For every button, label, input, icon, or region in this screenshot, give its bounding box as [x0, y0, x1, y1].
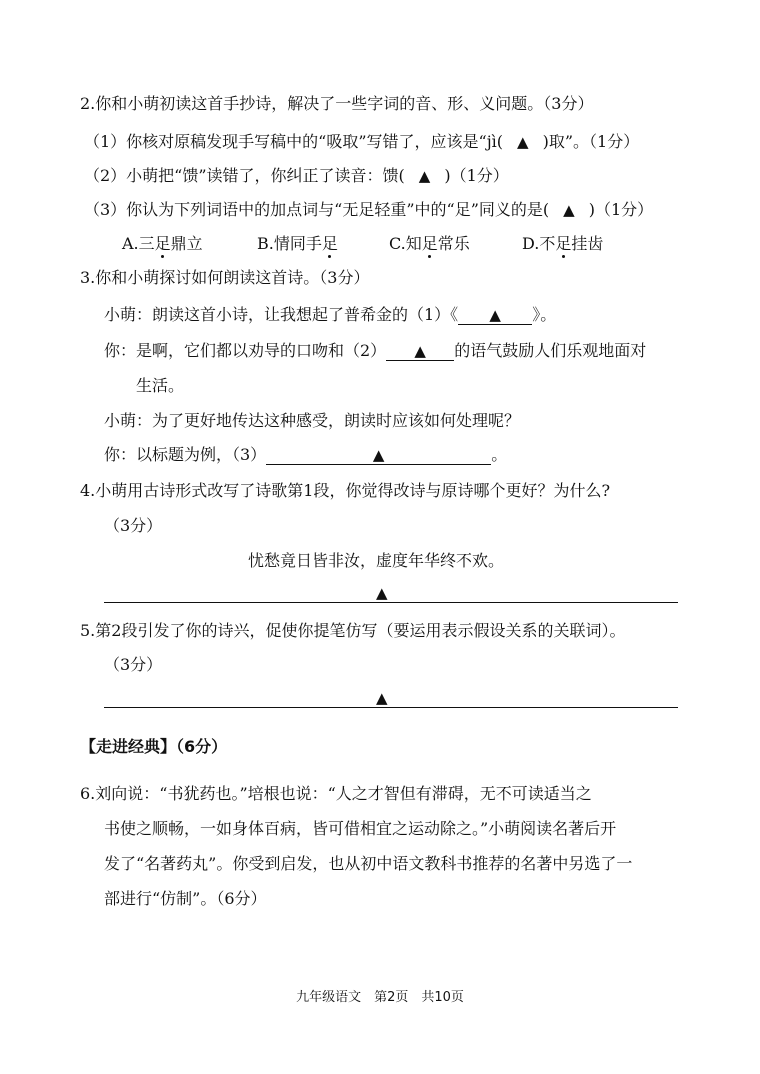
q3-dialogue-2-cont: 生活。: [136, 376, 185, 395]
option-d: D.不足挂齿: [522, 234, 604, 253]
option-b: B.情同手足: [257, 234, 338, 253]
answer-marker: ▲: [517, 133, 529, 151]
q2-sub1-text-post: )取”。（1分）: [542, 132, 640, 151]
q3-dialogue-2: [104, 340, 646, 362]
q5-stem: 5.第2段引发了你的诗兴，促使你提笔仿写（要运用表示假设关系的关联词）。: [80, 621, 626, 640]
q3-dialogue-1: [104, 304, 556, 326]
answer-blank[interactable]: ▲: [266, 446, 491, 465]
q2-sub2-text-pre: （2）小萌把“馈”读错了，你纠正了读音：馈(: [84, 166, 405, 185]
dialogue-text: 你：以标题为例，（3）: [104, 445, 267, 464]
option-c: C.知足常乐: [389, 234, 470, 253]
answer-marker: ▲: [376, 584, 388, 602]
answer-line[interactable]: [104, 707, 678, 708]
q4-poem: 忧愁竟日皆非汝，虚度年华终不欢。: [248, 551, 505, 570]
q4-score: （3分）: [104, 516, 163, 535]
answer-line[interactable]: [104, 602, 678, 603]
answer-blank[interactable]: ▲: [386, 342, 454, 361]
q2-sub3-text-pre: （3）你认为下列词语中的加点词与“无足轻重”中的“足”同义的是(: [84, 200, 550, 219]
q3-dialogue-4: [104, 444, 507, 466]
q2-sub1: [84, 131, 639, 153]
option-a: A.三足鼎立: [122, 234, 203, 253]
answer-marker: ▲: [418, 167, 431, 185]
q6-line-4: 部进行“仿制”。（6分）: [104, 889, 267, 908]
q2-sub3-text-post: )（1分）: [588, 200, 654, 219]
answer-blank[interactable]: ▲: [458, 306, 532, 325]
dialogue-text: 》。: [532, 305, 557, 324]
answer-marker: ▲: [563, 201, 575, 219]
q6-line-2: 书使之顺畅，一如身体百病，皆可借相宜之运动除之。”小萌阅读名著后开: [104, 819, 617, 838]
q6-line-1: 6.刘向说：“书犹药也。”培根也说：“人之才智但有滞碍，无不可读适当之: [80, 784, 592, 803]
dialogue-text: 小萌：朗读这首小诗，让我想起了普希金的（1）《: [104, 305, 459, 324]
q2-sub2-text-post: )（1分）: [444, 166, 509, 185]
q2-sub2: [84, 165, 509, 187]
q4-stem: 4.小萌用古诗形式改写了诗歌第1段，你觉得改诗与原诗哪个更好？为什么?: [80, 481, 611, 500]
section-heading: 【走进经典】（6分）: [80, 737, 228, 756]
q3-dialogue-3: 小萌：为了更好地传达这种感受，朗读时应该如何处理呢？: [104, 411, 521, 430]
answer-marker: ▲: [376, 689, 388, 707]
q6-line-3: 发了“名著药丸”。你受到启发，也从初中语文教科书推荐的名著中另选了一: [104, 854, 633, 873]
dialogue-text: 你：是啊，它们都以劝导的口吻和（2）: [104, 341, 387, 360]
q3-stem: 3.你和小萌探讨如何朗读这首诗。（3分）: [80, 268, 370, 287]
q2-sub1-text-pre: （1）你核对原稿发现手写稿中的“吸取”写错了，应该是“jì(: [84, 132, 504, 151]
page-footer: 九年级语文 第2页 共10页: [296, 990, 464, 1005]
q2-options: [122, 233, 603, 255]
dialogue-text: 的语气鼓励人们乐观地面对: [454, 341, 647, 360]
q5-score: （3分）: [104, 655, 163, 674]
q2-stem: 2.你和小萌初读这首手抄诗，解决了一些字词的音、形、义问题。（3分）: [80, 94, 594, 113]
dialogue-text: 。: [491, 445, 508, 464]
q2-sub3: [84, 199, 653, 221]
